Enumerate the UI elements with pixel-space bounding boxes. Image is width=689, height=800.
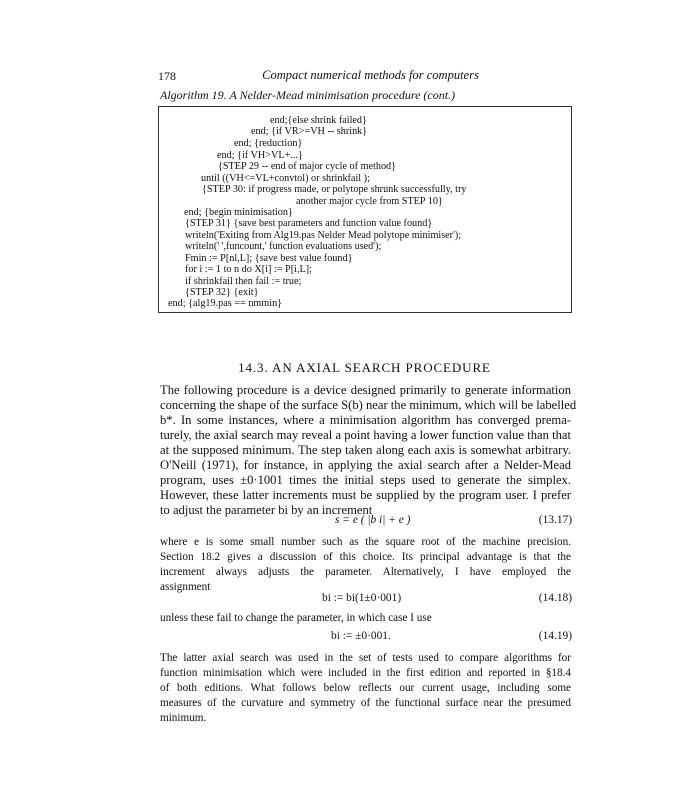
text-line: The following procedure is a device designed primarily to generate information xyxy=(160,383,571,397)
text-line: The latter axial search was used in the set of tests used to compare algorithms for xyxy=(160,652,571,664)
code-line: writeln('Exiting from Alg19.pas Nelder Mead polytope minimiser'); xyxy=(185,230,462,241)
text-line: turely, the axial search may reveal a point having a lower function value than that xyxy=(160,428,571,442)
text-line: function minimisation which were included in the first edition and reported in §18.4 xyxy=(160,667,571,679)
text-line: Section 18.2 gives a discussion of this choice. Its principal advantage is that the xyxy=(160,551,571,563)
text-line: at the supposed minimum. The step taken along each axis is somewhat arbitrary. xyxy=(160,443,571,457)
text-line: b*. In some instances, where a minimisation algorithm has converged prema- xyxy=(160,413,571,427)
text-line: minimum. xyxy=(160,712,207,724)
code-listing-box xyxy=(158,106,572,313)
code-line: until ((VH<=VL+convtol) or shrinkfail ); xyxy=(201,173,370,184)
text-line: However, these latter increments must be supplied by the program user. I prefer xyxy=(160,488,571,502)
code-line: if shrinkfail then fail := true; xyxy=(185,276,302,287)
code-line: Fmin := P[nl,L]; {save best value found} xyxy=(185,253,353,264)
page-number: 178 xyxy=(158,69,176,83)
code-line: end; {reduction} xyxy=(234,138,303,149)
code-line: writeln(' ',funcount,' function evaluations used'); xyxy=(185,241,382,252)
text-line: increment always adjusts the parameter. Alternatively, I have employed the xyxy=(160,566,571,578)
equation-number: (13.17) xyxy=(538,514,572,526)
text-line: unless these fail to change the parameter, in which case I use xyxy=(160,612,432,624)
code-line: end; {alg19.pas == nmmin} xyxy=(168,298,283,309)
code-line: {STEP 31} {save best parameters and function value found} xyxy=(185,218,433,229)
code-line: {STEP 29 -- end of major cycle of method} xyxy=(218,161,397,172)
code-line: {STEP 32} {exit} xyxy=(185,287,259,298)
text-line: concerning the shape of the surface S(b) near the minimum, which will be labelled xyxy=(160,398,577,412)
algorithm-caption: Algorithm 19. A Nelder-Mead minimisation procedure (cont.) xyxy=(160,88,456,102)
code-line: another major cycle from STEP 10} xyxy=(296,196,443,207)
equation-14-18: bi := bi(1±0·001) xyxy=(322,592,402,604)
code-line: {STEP 30: if progress made, or polytope shrunk successfully, try xyxy=(202,184,467,195)
running-title: Compact numerical methods for computers xyxy=(262,68,479,82)
code-line: end;{else shrink failed} xyxy=(270,115,367,126)
equation-number: (14.18) xyxy=(538,592,572,604)
text-line: where e is some small number such as the square root of the machine precision. xyxy=(160,536,571,548)
equation-14-19: bi := ±0·001. xyxy=(331,630,391,642)
paragraph-usage xyxy=(160,651,571,726)
text-line: assignment xyxy=(160,581,211,593)
code-line: end; {begin minimisation} xyxy=(184,207,293,218)
paragraph-fallback xyxy=(160,611,571,626)
paragraph-intro xyxy=(160,383,577,518)
code-line: end; {if VH>VL+...} xyxy=(217,150,303,161)
equation-number: (14.19) xyxy=(538,630,572,642)
text-line: O'Neill (1971), for instance, in applying the axial search after a Nelder-Mead xyxy=(160,458,571,472)
text-line: program, uses ±0·1001 times the initial steps used to generate the simplex. xyxy=(160,473,571,487)
equation-13-17: s = e ( |b i| + e ) xyxy=(335,514,411,526)
section-heading: 14.3. AN AXIAL SEARCH PROCEDURE xyxy=(238,360,491,375)
text-line: of both editions. What follows below reflects our current usage, including some xyxy=(160,682,571,694)
text-line: to adjust the parameter bi by an increment xyxy=(160,503,373,517)
code-line: end; {if VR>=VH -- shrink} xyxy=(251,126,368,137)
code-line: for i := 1 to n do X[i] := P[i,L]; xyxy=(185,264,312,275)
text-line: measures of the curvature and symmetry of the functional surface near the presumed xyxy=(160,697,571,709)
paragraph-increment xyxy=(160,535,571,595)
